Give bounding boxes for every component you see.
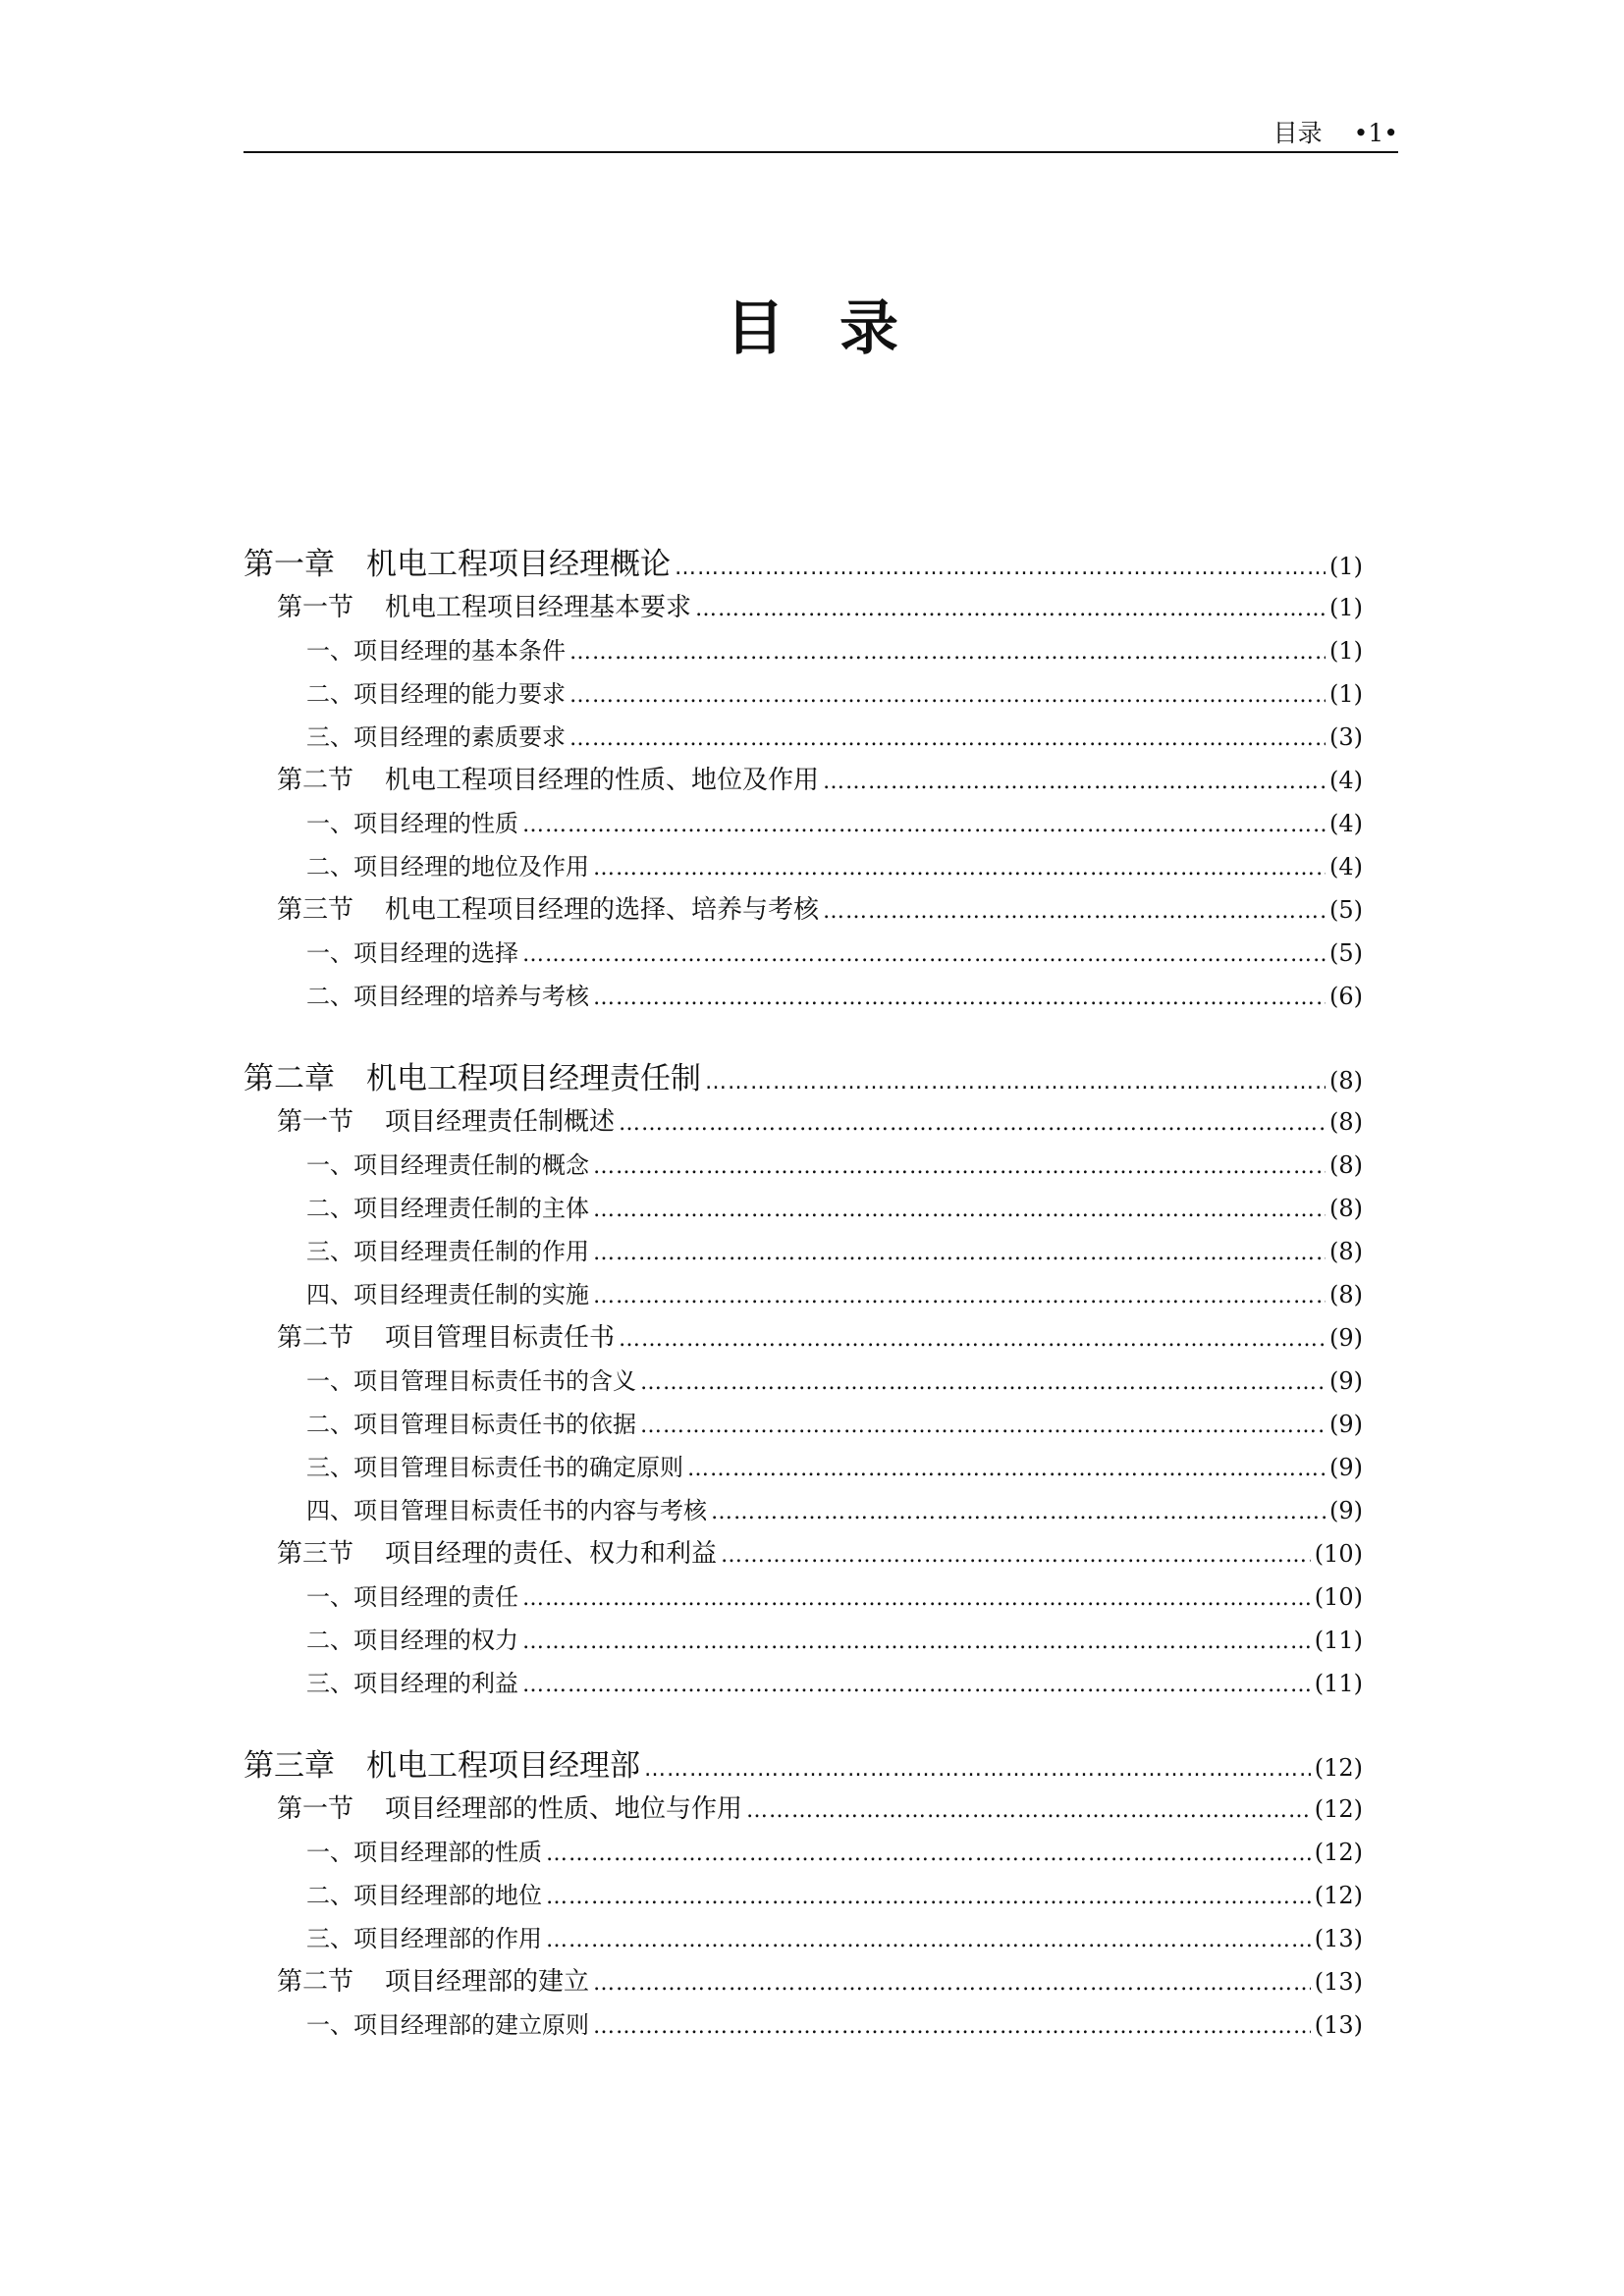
toc-entry-number: 第二章 bbox=[244, 1061, 335, 1096]
dot-leader bbox=[619, 1102, 1326, 1146]
toc-section-row[interactable] bbox=[244, 1788, 1363, 1831]
toc-entry-number: 第三节 bbox=[277, 1539, 354, 1569]
dot-leader bbox=[640, 1362, 1326, 1405]
toc-page-number: (9) bbox=[1329, 1454, 1363, 1481]
toc-item-row[interactable] bbox=[244, 802, 1363, 845]
toc-entry-label bbox=[306, 802, 518, 845]
dot-leader bbox=[705, 1061, 1326, 1104]
toc-item-row[interactable] bbox=[244, 1360, 1363, 1403]
dot-leader bbox=[546, 1833, 1311, 1876]
toc-entry-label bbox=[277, 888, 819, 932]
toc-entry-title: 机电工程项目经理基本要求 bbox=[385, 593, 692, 622]
toc-entry-label bbox=[306, 1619, 518, 1662]
toc-entry-label bbox=[277, 1316, 615, 1360]
toc-page-number: (13) bbox=[1314, 1925, 1363, 1952]
toc-entry-label bbox=[306, 1917, 542, 1960]
toc-entry-title: 项目经理部的建立 bbox=[385, 1967, 590, 1997]
toc-entry-title: 二、项目经理的地位及作用 bbox=[306, 853, 589, 881]
toc-item-row[interactable] bbox=[244, 975, 1363, 1018]
page-title: 目录 bbox=[726, 294, 953, 363]
toc-item-row[interactable] bbox=[244, 1874, 1363, 1917]
toc-entry-number: 第一节 bbox=[277, 1794, 354, 1824]
toc-page-number: (4) bbox=[1329, 853, 1363, 881]
toc-entry-label bbox=[306, 716, 566, 759]
dot-leader bbox=[823, 761, 1326, 804]
toc-entry-label bbox=[306, 1273, 589, 1316]
toc-item-row[interactable] bbox=[244, 1403, 1363, 1446]
toc-page-number: (3) bbox=[1329, 723, 1363, 751]
toc-entry-number: 第一章 bbox=[244, 547, 335, 582]
toc-entry-title: 三、项目经理的利益 bbox=[306, 1670, 518, 1697]
toc-entry-label bbox=[306, 845, 589, 888]
toc-item-row[interactable] bbox=[244, 1917, 1363, 1960]
toc-entry-title: 一、项目经理责任制的概念 bbox=[306, 1151, 589, 1179]
toc-section-row[interactable] bbox=[244, 1316, 1363, 1360]
toc-entry-title: 机电工程项目经理部 bbox=[366, 1748, 640, 1784]
toc-entry-title: 项目经理责任制概述 bbox=[385, 1107, 616, 1137]
toc-entry-title: 四、项目经理责任制的实施 bbox=[306, 1281, 589, 1308]
toc-entry-label bbox=[306, 1360, 636, 1403]
toc-entry-title: 机电工程项目经理概论 bbox=[366, 547, 671, 582]
toc-page-number: (11) bbox=[1314, 1670, 1363, 1697]
toc-entry-title: 项目经理部的性质、地位与作用 bbox=[385, 1794, 743, 1824]
toc-item-row[interactable] bbox=[244, 672, 1363, 716]
toc-entry-title: 二、项目经理的培养与考核 bbox=[306, 983, 589, 1010]
toc-page-number: (5) bbox=[1329, 939, 1363, 967]
toc-entry-label bbox=[277, 1100, 615, 1144]
dot-leader bbox=[522, 804, 1326, 847]
toc-entry-label bbox=[244, 1744, 640, 1788]
toc-section-row[interactable] bbox=[244, 759, 1363, 802]
dot-leader bbox=[619, 1318, 1326, 1362]
toc-page-number: (4) bbox=[1329, 810, 1363, 837]
running-header-page-number: •1• bbox=[1353, 119, 1398, 147]
toc-entry-label bbox=[244, 543, 671, 586]
toc-page-number: (8) bbox=[1329, 1238, 1363, 1265]
dot-leader bbox=[593, 1275, 1326, 1318]
dot-leader bbox=[823, 890, 1326, 934]
dot-leader bbox=[640, 1405, 1326, 1448]
toc-page-number: (9) bbox=[1329, 1324, 1363, 1352]
toc-entry-title: 三、项目经理部的作用 bbox=[306, 1925, 542, 1952]
dot-leader bbox=[593, 847, 1326, 890]
toc-item-row[interactable] bbox=[244, 716, 1363, 759]
toc-entry-number: 第二节 bbox=[277, 1967, 354, 1997]
toc-section-row[interactable] bbox=[244, 1100, 1363, 1144]
dot-leader bbox=[522, 934, 1326, 977]
toc-chapter-row[interactable] bbox=[244, 1744, 1363, 1788]
toc-entry-title: 一、项目经理的性质 bbox=[306, 810, 518, 837]
toc-page-number: (10) bbox=[1314, 1583, 1363, 1611]
toc-entry-label bbox=[306, 629, 566, 672]
toc-entry-title: 一、项目经理部的建立原则 bbox=[306, 2011, 589, 2039]
toc-section-row[interactable] bbox=[244, 586, 1363, 629]
dot-leader bbox=[593, 2005, 1311, 2049]
toc-entry-label bbox=[277, 586, 691, 629]
toc-entry-label bbox=[306, 2003, 589, 2047]
table-of-contents bbox=[244, 543, 1363, 2047]
toc-item-row[interactable] bbox=[244, 1144, 1363, 1187]
dot-leader bbox=[522, 1664, 1311, 1707]
toc-entry-label bbox=[277, 1788, 742, 1831]
toc-page-number: (8) bbox=[1329, 1281, 1363, 1308]
toc-entry-label bbox=[306, 1575, 518, 1619]
dot-leader bbox=[593, 1962, 1311, 2005]
toc-entry-label bbox=[306, 1489, 707, 1532]
toc-page-number: (8) bbox=[1329, 1108, 1363, 1136]
dot-leader bbox=[593, 1189, 1326, 1232]
toc-entry-label bbox=[306, 932, 518, 975]
toc-entry-label bbox=[277, 759, 819, 802]
toc-entry-label bbox=[306, 1403, 636, 1446]
toc-page-number: (12) bbox=[1314, 1754, 1363, 1782]
toc-page-number: (13) bbox=[1314, 2011, 1363, 2039]
dot-leader bbox=[593, 1232, 1326, 1275]
toc-entry-title: 三、项目经理的素质要求 bbox=[306, 723, 566, 751]
toc-entry-title: 一、项目经理的选择 bbox=[306, 939, 518, 967]
toc-page-number: (1) bbox=[1329, 553, 1363, 580]
toc-entry-label bbox=[306, 672, 566, 716]
toc-entry-label bbox=[306, 1187, 589, 1230]
toc-entry-title: 二、项目经理的权力 bbox=[306, 1627, 518, 1654]
toc-entry-title: 项目经理的责任、权力和利益 bbox=[385, 1539, 718, 1569]
toc-entry-title: 机电工程项目经理责任制 bbox=[366, 1061, 701, 1096]
toc-entry-label bbox=[306, 975, 589, 1018]
dot-leader bbox=[593, 977, 1326, 1020]
toc-page-number: (6) bbox=[1329, 983, 1363, 1010]
toc-entry-label bbox=[306, 1662, 518, 1705]
toc-item-row[interactable] bbox=[244, 1187, 1363, 1230]
toc-entry-label bbox=[306, 1831, 542, 1874]
toc-page-number: (5) bbox=[1329, 896, 1363, 924]
dot-leader bbox=[546, 1919, 1311, 1962]
dot-leader bbox=[522, 1577, 1311, 1621]
toc-page-number: (8) bbox=[1329, 1067, 1363, 1095]
toc-entry-number: 第一节 bbox=[277, 593, 354, 622]
toc-entry-title: 机电工程项目经理的性质、地位及作用 bbox=[385, 766, 820, 795]
toc-item-row[interactable] bbox=[244, 1489, 1363, 1532]
toc-page-number: (10) bbox=[1314, 1540, 1363, 1568]
toc-page-number: (12) bbox=[1314, 1795, 1363, 1823]
toc-entry-number: 第二节 bbox=[277, 1323, 354, 1353]
dot-leader bbox=[711, 1491, 1326, 1534]
toc-item-row[interactable] bbox=[244, 845, 1363, 888]
toc-entry-title: 项目管理目标责任书 bbox=[385, 1323, 616, 1353]
toc-entry-number: 第三章 bbox=[244, 1748, 335, 1784]
toc-section-row[interactable] bbox=[244, 1960, 1363, 2003]
dot-leader bbox=[687, 1448, 1326, 1491]
dot-leader bbox=[546, 1876, 1311, 1919]
toc-item-row[interactable] bbox=[244, 1446, 1363, 1489]
toc-item-row[interactable] bbox=[244, 1273, 1363, 1316]
toc-chapter-row[interactable] bbox=[244, 543, 1363, 586]
dot-leader bbox=[644, 1748, 1311, 1791]
toc-page-number: (4) bbox=[1329, 767, 1363, 794]
toc-item-row[interactable] bbox=[244, 1230, 1363, 1273]
toc-entry-label bbox=[306, 1144, 589, 1187]
toc-entry-label bbox=[306, 1874, 542, 1917]
toc-entry-title: 四、项目管理目标责任书的内容与考核 bbox=[306, 1497, 707, 1524]
toc-entry-title: 二、项目经理部的地位 bbox=[306, 1882, 542, 1909]
toc-item-row[interactable] bbox=[244, 1662, 1363, 1705]
toc-entry-label bbox=[277, 1960, 589, 2003]
toc-entry-label bbox=[277, 1532, 717, 1575]
toc-page-number: (9) bbox=[1329, 1497, 1363, 1524]
dot-leader bbox=[746, 1789, 1311, 1833]
dot-leader bbox=[675, 547, 1326, 590]
toc-entry-label bbox=[306, 1446, 683, 1489]
toc-page-number: (12) bbox=[1314, 1882, 1363, 1909]
toc-page-number: (9) bbox=[1329, 1367, 1363, 1395]
dot-leader bbox=[593, 1146, 1326, 1189]
toc-chapter-row[interactable] bbox=[244, 1057, 1363, 1100]
toc-item-row[interactable] bbox=[244, 1831, 1363, 1874]
toc-entry-title: 三、项目经理责任制的作用 bbox=[306, 1238, 589, 1265]
dot-leader bbox=[569, 631, 1326, 674]
toc-entry-title: 二、项目经理责任制的主体 bbox=[306, 1195, 589, 1222]
toc-entry-title: 二、项目管理目标责任书的依据 bbox=[306, 1411, 636, 1438]
toc-item-row[interactable] bbox=[244, 2003, 1363, 2047]
toc-page-number: (1) bbox=[1329, 680, 1363, 708]
toc-item-row[interactable] bbox=[244, 1575, 1363, 1619]
toc-entry-title: 一、项目经理部的性质 bbox=[306, 1839, 542, 1866]
toc-entry-title: 机电工程项目经理的选择、培养与考核 bbox=[385, 895, 820, 925]
toc-section-row[interactable] bbox=[244, 1532, 1363, 1575]
toc-item-row[interactable] bbox=[244, 932, 1363, 975]
toc-entry-title: 三、项目管理目标责任书的确定原则 bbox=[306, 1454, 683, 1481]
toc-page-number: (1) bbox=[1329, 637, 1363, 665]
toc-page-number: (13) bbox=[1314, 1968, 1363, 1996]
dot-leader bbox=[522, 1621, 1311, 1664]
toc-entry-title: 一、项目经理的基本条件 bbox=[306, 637, 566, 665]
dot-leader bbox=[569, 674, 1326, 718]
toc-entry-title: 二、项目经理的能力要求 bbox=[306, 680, 566, 708]
toc-entry-number: 第二节 bbox=[277, 766, 354, 795]
toc-entry-label bbox=[306, 1230, 589, 1273]
toc-page-number: (8) bbox=[1329, 1151, 1363, 1179]
toc-page-number: (1) bbox=[1329, 594, 1363, 621]
toc-entry-title: 一、项目管理目标责任书的含义 bbox=[306, 1367, 636, 1395]
dot-leader bbox=[695, 588, 1326, 631]
toc-item-row[interactable] bbox=[244, 629, 1363, 672]
toc-page-number: (9) bbox=[1329, 1411, 1363, 1438]
running-header bbox=[244, 116, 1398, 153]
toc-entry-number: 第一节 bbox=[277, 1107, 354, 1137]
toc-section-row[interactable] bbox=[244, 888, 1363, 932]
dot-leader bbox=[721, 1534, 1311, 1577]
toc-page-number: (8) bbox=[1329, 1195, 1363, 1222]
toc-entry-title: 一、项目经理的责任 bbox=[306, 1583, 518, 1611]
dot-leader bbox=[569, 718, 1326, 761]
toc-page-number: (11) bbox=[1314, 1627, 1363, 1654]
toc-item-row[interactable] bbox=[244, 1619, 1363, 1662]
toc-entry-number: 第三节 bbox=[277, 895, 354, 925]
toc-entry-label bbox=[244, 1057, 701, 1100]
running-header-title: 目录 bbox=[1272, 119, 1323, 147]
toc-page-number: (12) bbox=[1314, 1839, 1363, 1866]
